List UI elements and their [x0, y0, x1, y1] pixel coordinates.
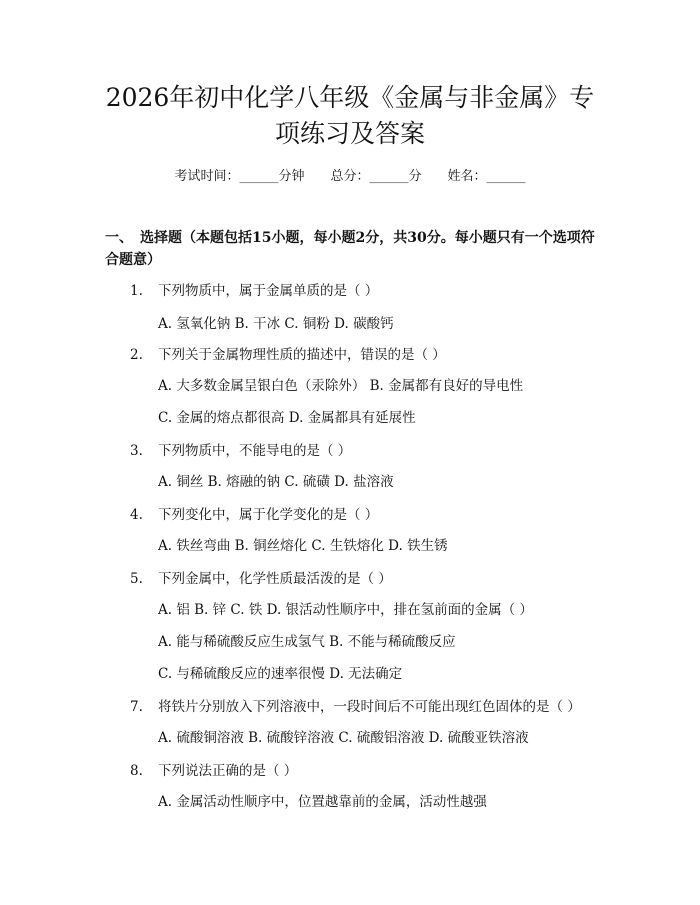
- question-text: 下列变化中，属于化学变化的是（ ）: [158, 507, 379, 523]
- question-text: 下列物质中，属于金属单质的是（ ）: [158, 283, 379, 299]
- title-line-2: 项练习及答案: [274, 119, 425, 148]
- options-question-4: A. 铁丝弯曲 B. 铜丝熔化 C. 生铁熔化 D. 铁生锈: [158, 538, 448, 554]
- section-heading-line-2: 合题意）: [105, 252, 161, 268]
- options-question-7: A. 硫酸铜溶液 B. 硫酸锌溶液 C. 硫酸铝溶液 D. 硫酸亚铁溶液: [158, 730, 529, 746]
- options-question-3: A. 铜丝 B. 熔融的钠 C. 硫磺 D. 盐溶液: [158, 474, 394, 490]
- question-5: [130, 569, 600, 589]
- question-number: 2.: [130, 347, 143, 363]
- question-number: 7.: [130, 699, 143, 715]
- question-text: 下列金属中，化学性质最活泼的是（ ）: [158, 571, 392, 587]
- question-number: 5.: [130, 571, 143, 587]
- question-number: 1.: [130, 283, 143, 299]
- question-7: [130, 697, 600, 717]
- question-3: [130, 441, 600, 461]
- question-text: 下列物质中，不能导电的是（ ）: [158, 443, 352, 459]
- options-question-6-line-2: C. 与稀硫酸反应的速率很慢 D. 无法确定: [158, 666, 403, 682]
- question-text: 下列说法正确的是（ ）: [158, 763, 298, 779]
- question-text: 下列关于金属物理性质的描述中，错误的是（ ）: [158, 347, 446, 363]
- section-heading-line-1: 一、 选择题（本题包括15小题，每小题2分，共30分。每小题只有一个选项符: [105, 230, 595, 246]
- question-number: 8.: [130, 763, 143, 779]
- question-text: 将铁片分别放入下列溶液中，一段时间后不可能出现红色固体的是（ ）: [158, 699, 581, 715]
- question-1: [130, 281, 600, 301]
- options-question-5: A. 铝 B. 锌 C. 铁 D. 银活动性顺序中，排在氢前面的金属（ ）: [158, 602, 533, 618]
- section-heading: [105, 227, 605, 271]
- options-question-6-line-1: A. 能与稀硫酸反应生成氢气 B. 不能与稀硫酸反应: [158, 634, 456, 650]
- question-8: [130, 761, 600, 781]
- title-line-1: 2026年初中化学八年级《金属与非金属》专: [105, 83, 595, 112]
- question-2: [130, 345, 600, 365]
- options-question-8: A. 金属活动性顺序中，位置越靠前的金属，活动性越强: [158, 794, 487, 810]
- question-4: [130, 505, 600, 525]
- question-number: 4.: [130, 507, 143, 523]
- document-title: [60, 80, 640, 152]
- options-question-2-line-1: A. 大多数金属呈银白色（汞除外） B. 金属都有良好的导电性: [158, 378, 524, 394]
- options-question-1: A. 氢氧化钠 B. 干冰 C. 铜粉 D. 碳酸钙: [158, 316, 394, 332]
- question-number: 3.: [130, 443, 143, 459]
- exam-info-line: 考试时间：______分钟 总分：______分 姓名：______: [174, 169, 526, 184]
- options-question-2-line-2: C. 金属的熔点都很高 D. 金属都具有延展性: [158, 410, 416, 426]
